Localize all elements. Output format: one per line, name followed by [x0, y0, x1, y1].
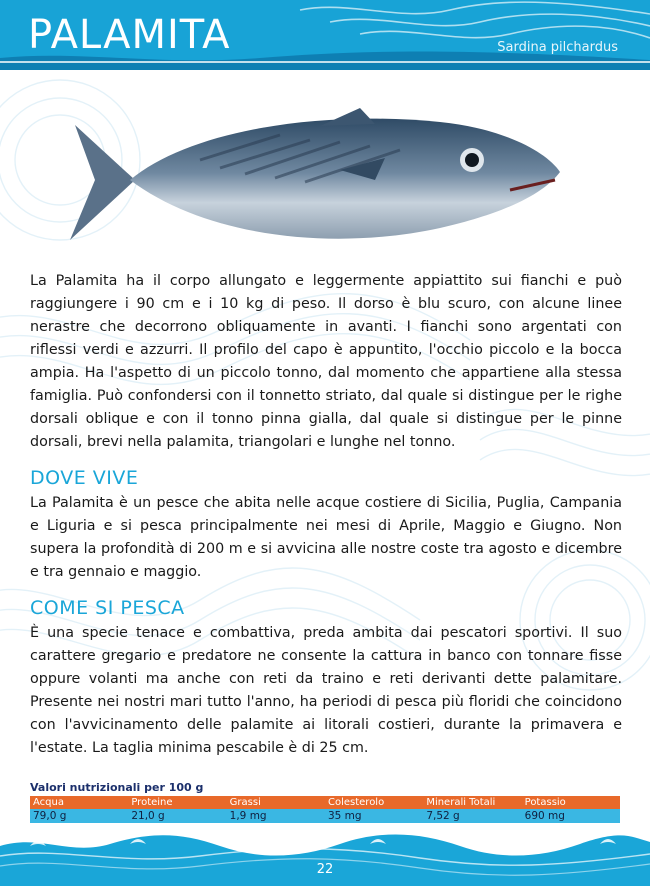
nutrition-header-cell: Colesterolo	[325, 796, 423, 809]
nutrition-header-cell: Minerali Totali	[423, 796, 521, 809]
palamita-fish-image	[40, 100, 570, 270]
scientific-name: Sardina pilchardus	[497, 40, 618, 55]
intro-paragraph: La Palamita ha il corpo allungato e leggermente appiattito sui fianchi e può raggiungere i 90 cm e i 10 kg di peso. Il dorso è blu scuro, con alcune linee nerastre che decorrono obliquamente in avanti. I fianchi sono argentati con riflessi verdi e azzurri. Il profilo del capo è appuntito, l'occhio piccolo e la bocca ampia. Ha l'aspetto di un piccolo tonno, dal momento che appartiene alla stessa famiglia. Può confondersi con il tonnetto striato, dal quale si distingue per le righe dorsali oblique e con il tonno pinna gialla, dal quale si distingue per le pinne dorsali, brevi nella palamita, triangolari e lunghe nel tonno.	[30, 273, 622, 450]
section-text-dove-vive: La Palamita è un pesce che abita nelle acque costiere di Sicilia, Puglia, Campania e Liguria e si pesca principalmente nei mesi di Aprile, Maggio e Giugno. Non supera la profondità di 200 m e si avvicina alle nostre coste tra agosto e dicembre e tra gennaio e maggio.	[30, 495, 622, 580]
nutrition-value-cell: 7,52 g	[423, 809, 521, 823]
nutrition-table-block	[30, 780, 620, 823]
section-text-come-si-pesca: È una specie tenace e combattiva, preda ambita dai pescatori sportivi. Il suo carattere gregario e predatore ne consente la cattura in banco con tonnare fisse oppure volanti ma anche con reti da traino e reti derivanti dette palamitare. Presente nei nostri mari tutto l'anno, ha periodi di pesca più floridi che coincidono con l'avvicinamento delle palamite ai litorali costieri, durante la primavera e l'estate. La taglia minima pescabile è di 25 cm.	[30, 625, 622, 756]
page-number: 22	[316, 862, 334, 877]
page-title: PALAMITA	[28, 12, 231, 58]
nutrition-header-cell: Proteine	[128, 796, 226, 809]
nutrition-table	[30, 796, 620, 823]
footer-wave-band	[0, 826, 650, 886]
nutrition-value-row	[30, 809, 620, 823]
section-heading-come-si-pesca: COME SI PESCA	[30, 597, 185, 619]
section-heading-dove-vive: DOVE VIVE	[30, 467, 139, 489]
nutrition-value-cell: 690 mg	[522, 809, 620, 823]
nutrition-header-cell: Acqua	[30, 796, 128, 809]
nutrition-value-cell: 35 mg	[325, 809, 423, 823]
nutrition-header-row	[30, 796, 620, 809]
nutrition-title: Valori nutrizionali per 100 g	[30, 781, 204, 794]
nutrition-header-cell: Grassi	[227, 796, 325, 809]
nutrition-value-cell: 1,9 mg	[227, 809, 325, 823]
nutrition-header-cell: Potassio	[522, 796, 620, 809]
nutrition-value-cell: 79,0 g	[30, 809, 128, 823]
nutrition-value-cell: 21,0 g	[128, 809, 226, 823]
main-content	[30, 270, 622, 760]
